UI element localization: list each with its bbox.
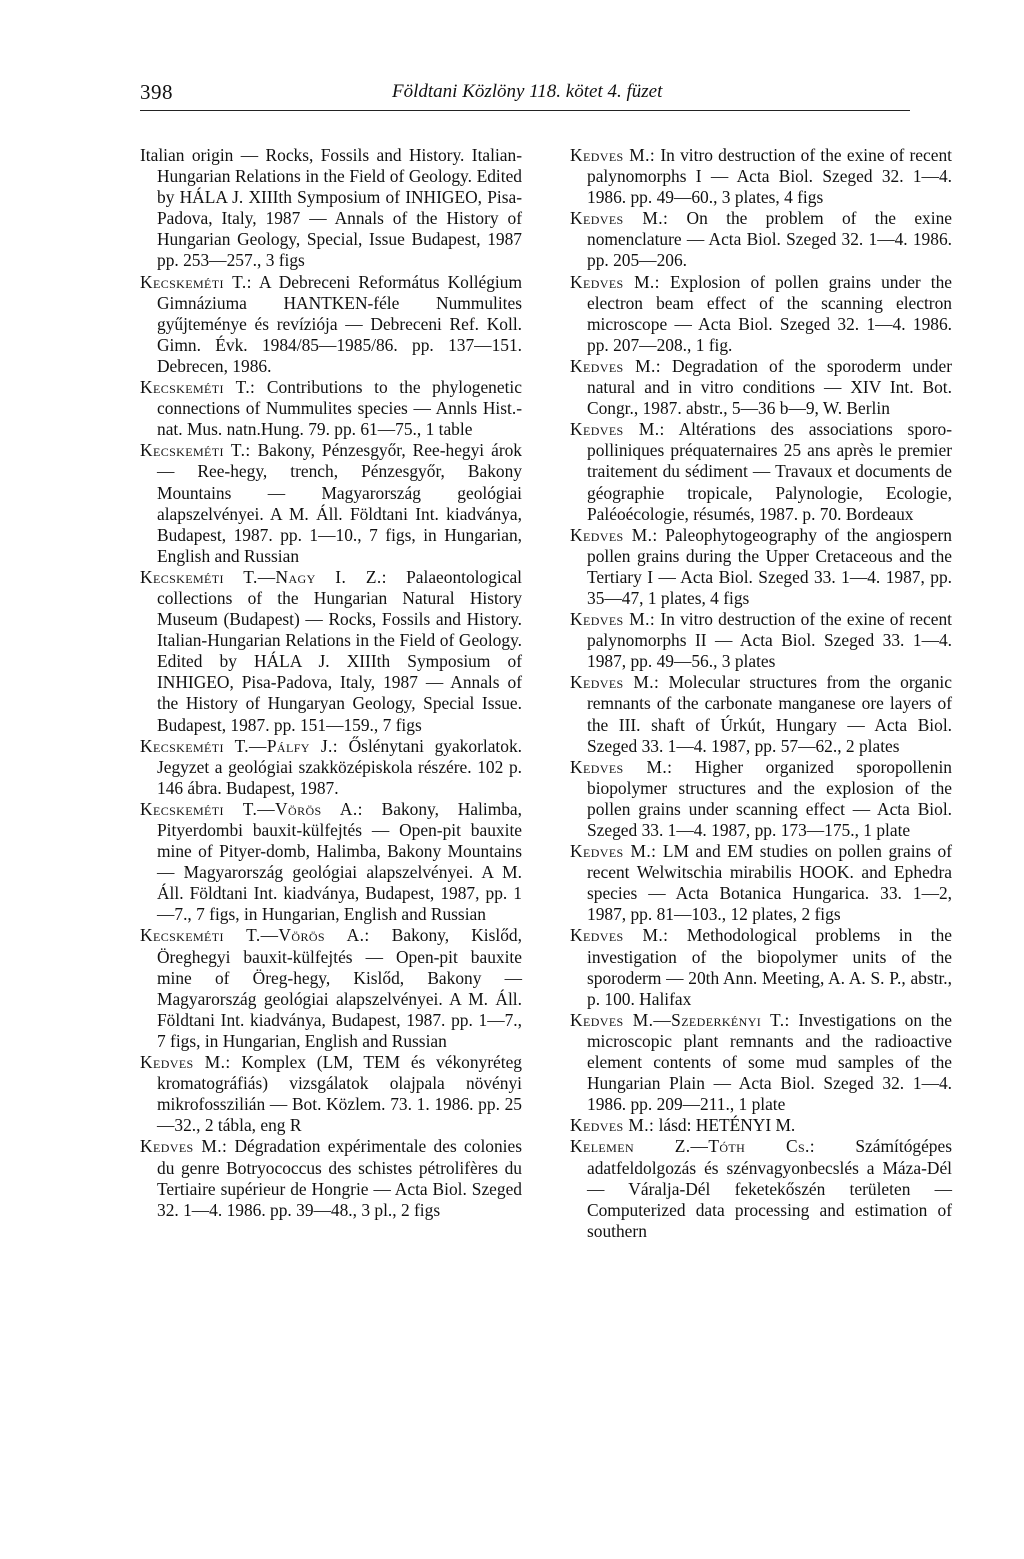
entry-author: Kecskeméti T.—Vörös A.:: [140, 925, 370, 946]
entry-text: LM and EM studies on pollen grains of recent Welwitschia mirabilis HOOK. and Ephedra species — Acta Botanica Hungarica. 33. 1—2, 1987, pp. 81—103., 12 plates, 2 figs: [587, 841, 952, 925]
entry-author: Kecskeméti T.—Pálfy J.:: [140, 735, 339, 756]
entry-author: Kedves M.:: [570, 524, 658, 545]
entry-author: Kelemen Z.—Tóth Cs.:: [570, 1136, 816, 1157]
bibliography-entry: [140, 272, 522, 377]
page-number: 398: [140, 80, 173, 104]
bibliography-entry: [570, 525, 952, 609]
bibliography-entry: [140, 736, 522, 799]
entry-text: In vitro destruction of the exine of recent palynomorphs II — Acta Biol. Szeged 33. 1—4. 1987, pp. 49—56., 3 plates: [587, 609, 952, 672]
bibliography-entry: [140, 1136, 522, 1220]
entry-author: Kecskeméti T.—Nagy I. Z.:: [140, 566, 387, 587]
entry-text: Őslénytani gyakorlatok. Jegyzet a geológiai szakközépiskola részére. 102 p. 146 ábra. Budapest, 1987.: [157, 735, 522, 798]
left-column: [140, 145, 522, 1221]
entry-text: Bakony, Pénzesgyőr, Ree-hegyi árok — Ree-hegy, trench, Pénzesgyőr, Bakony Mountains — Magyarország geológiai alapszelvényei. A M. Áll. Földtani Int. kiadványa, Budapest, 1987. pp. 1—10., 7 figs, in Hungarian, English and Russian: [157, 440, 522, 566]
entry-text: Bakony, Kislőd, Öreghegyi bauxit-külfejtés — Open-pit bauxite mine of Öreg-hegy, Kislőd, Bakony — Magyarország geológiai alapszelvényei. A M. Áll. Földtani Int. kiadványa, Budapest, 1987. pp. 1—7., 7 figs, in Hungarian, English and Russian: [157, 925, 522, 1051]
entry-text: Contributions to the phylogenetic connections of Nummulites species — Annls Hist.-nat. Mus. natn.Hung. 79. pp. 61—75., 1 table: [157, 377, 522, 440]
entry-text: Explosion of pollen grains under the electron beam effect of the scanning electron microscope — Acta Biol. Szeged 32. 1—4. 1986. pp. 207—208., 1 fig.: [587, 271, 952, 355]
bibliography-entry: [140, 377, 522, 440]
entry-author: Kecskeméti T.—Vörös A.:: [140, 798, 363, 819]
bibliography-entry: [570, 609, 952, 672]
entry-author: Kedves M.:: [570, 145, 656, 165]
entry-author: Kedves M.:: [570, 672, 660, 693]
entry-text: On the problem of the exine nomenclature — Acta Biol. Szeged 32. 1—4. 1986. pp. 205—206.: [587, 208, 952, 271]
entry-author: Kedves M.:: [140, 1136, 228, 1157]
journal-title: Földtani Közlöny 118. kötet 4. füzet: [392, 81, 663, 102]
right-column: [570, 145, 952, 1242]
entry-author: Kecskeméti T.:: [140, 377, 256, 398]
entry-author: Kedves M.:: [570, 419, 665, 440]
bibliography-entry: [570, 356, 952, 419]
bibliography-entry: [570, 419, 952, 524]
bibliography-entry: [140, 799, 522, 926]
entry-author: Kedves M.:: [570, 1115, 655, 1136]
bibliography-entry: [570, 1010, 952, 1115]
bibliography-entry: [570, 1115, 952, 1136]
bibliography-entry: [570, 208, 952, 271]
entry-text: Higher organized sporopollenin biopolymer structures and the explosion of the pollen grains under scanning effect — Acta Biol. Szeged 33. 1—4. 1987, pp. 173—175., 1 plate: [587, 756, 952, 840]
entry-text: Palaeontological collections of the Hungarian Natural History Museum (Budapest) — Rocks, Fossils and History. Italian-Hungarian Relations in the Field of Geology. Edited by HÁLA J. XIIIth Symposium of INHIGEO, Pisa-Padova, Italy, 1987 — Annals of the History of Hungaryan Geology, Special Issue. Budapest, 1987. pp. 151—159., 7 figs: [157, 566, 522, 735]
entry-text: Komplex (LM, TEM és vékonyréteg kromatográfiás) vizsgálatok olajpala növényi mikrofosszilián — Bot. Közlem. 73. 1. 1986. pp. 25—32., 2 tábla, eng R: [157, 1052, 522, 1136]
entry-text: Paleophytogeography of the angiospern pollen grains during the Upper Cretaceous and the Tertiary I — Acta Biol. Szeged 33. 1—4. 1987, pp. 35—47, 1 plates, 4 figs: [587, 524, 952, 608]
entry-author: Kedves M.:: [570, 925, 669, 946]
entry-text: lásd: HETÉNYI M.: [658, 1115, 796, 1136]
bibliography-entry: [140, 1052, 522, 1136]
entry-author: Kedves M.:: [570, 208, 669, 229]
bibliography-entry: [140, 567, 522, 736]
entry-text: Molecular structures from the organic remnants of the carbonate manganese ore layers of the III. shaft of Úrkút, Hungary — Acta Biol. Szeged 33. 1—4. 1987, pp. 57—62., 2 plates: [587, 672, 952, 756]
entry-text: In vitro destruction of the exine of recent palynomorphs I — Acta Biol. Szeged 32. 1—4. 1986. pp. 49—60., 3 plates, 4 figs: [587, 145, 952, 208]
bibliography-entry: [570, 757, 952, 841]
bibliography-entry: [570, 672, 952, 756]
bibliography-entry: [140, 440, 522, 567]
bibliography-entry: [570, 841, 952, 925]
running-header: [140, 80, 910, 111]
entry-text: Bakony, Halimba, Pityerdombi bauxit-külfejtés — Open-pit bauxite mine of Pityer-domb, Halimba, Bakony Mountains — Magyarország geológiai alapszelvényei. A M. Áll. Földtani Int. kiadványa, Budapest, 1987, pp. 1—7., 7 figs, in Hungarian, English and Russian: [157, 798, 522, 925]
entry-text: Investigations on the microscopic plant remnants and the radioactive element contents of some mud samples of the Hungarian Plain — Acta Biol. Szeged 32. 1—4. 1986. pp. 209—211., 1 plate: [587, 1009, 952, 1115]
entry-text: Methodological problems in the investigation of the biopolymer units of the sporoderm — 20th Ann. Meeting, A. A. S. P., abstr., p. 100. Halifax: [587, 925, 953, 1009]
bibliography-entry: [570, 1136, 952, 1241]
entry-author: Kedves M.—Szederkényi T.:: [570, 1009, 790, 1030]
entry-author: Kecskeméti T.:: [140, 440, 251, 461]
entry-author: Kedves M.:: [570, 609, 656, 630]
entry-text: A Debreceni Református Kollégium Gimnáziuma HANTKEN-féle Nummulites gyűjteménye és revíziója — Debreceni Ref. Koll. Gimn. Évk. 1984/85—1985/86. pp. 137—151. Debrecen, 1986.: [157, 271, 522, 376]
entry-text: Altérations des associations sporo-polliniques préquaternaires 25 ans après le premier traitement du sédiment — Travaux et documents de géographie tropicale, Palynologie, Ecologie, Paléoécologie, résumés, 1987. p. 70. Bordeaux: [587, 419, 952, 524]
entry-author: Kedves M.:: [570, 756, 673, 777]
bibliography-entry: [140, 145, 522, 272]
bibliography-entry: [570, 145, 952, 208]
bibliography-entry: [570, 272, 952, 356]
entry-author: Kedves M.:: [570, 271, 660, 292]
entry-text: Dégradation expérimentale des colonies du genre Botryococcus des schistes pétrolifères du Tertiaire supérieur de Hongrie — Acta Biol. Szeged 32. 1—4. 1986. pp. 39—48., 3 pl., 2 figs: [157, 1136, 523, 1220]
entry-author: Kedves M.:: [570, 841, 657, 862]
bibliography-entry: [140, 925, 522, 1052]
entry-author: Kedves M.:: [570, 355, 661, 376]
entry-author: Kedves M.:: [140, 1052, 231, 1073]
bibliography-entry: [570, 925, 952, 1009]
entry-text: Degradation of the sporoderm under natural and in vitro conditions — XIV Int. Bot. Congr., 1987. abstr., 5—36 b—9, W. Berlin: [587, 355, 952, 419]
entry-author: Kecskeméti T.:: [140, 271, 252, 292]
entry-text: Italian origin — Rocks, Fossils and History. Italian-Hungarian Relations in the Field of Geology. Edited by HÁLA J. XIIIth Symposium of INHIGEO, Pisa-Padova, Italy, 1987 — Annals of the History of Hungarian Geology, Special, Issue Budapest, 1987 pp. 253—257., 3 figs: [140, 145, 522, 271]
entry-text: Számítógépes adatfeldolgozás és szénvagyonbecslés a Máza-Dél — Váralja-Dél feketekőszén területen — Computerized data processing and estimation of southern: [587, 1136, 952, 1241]
